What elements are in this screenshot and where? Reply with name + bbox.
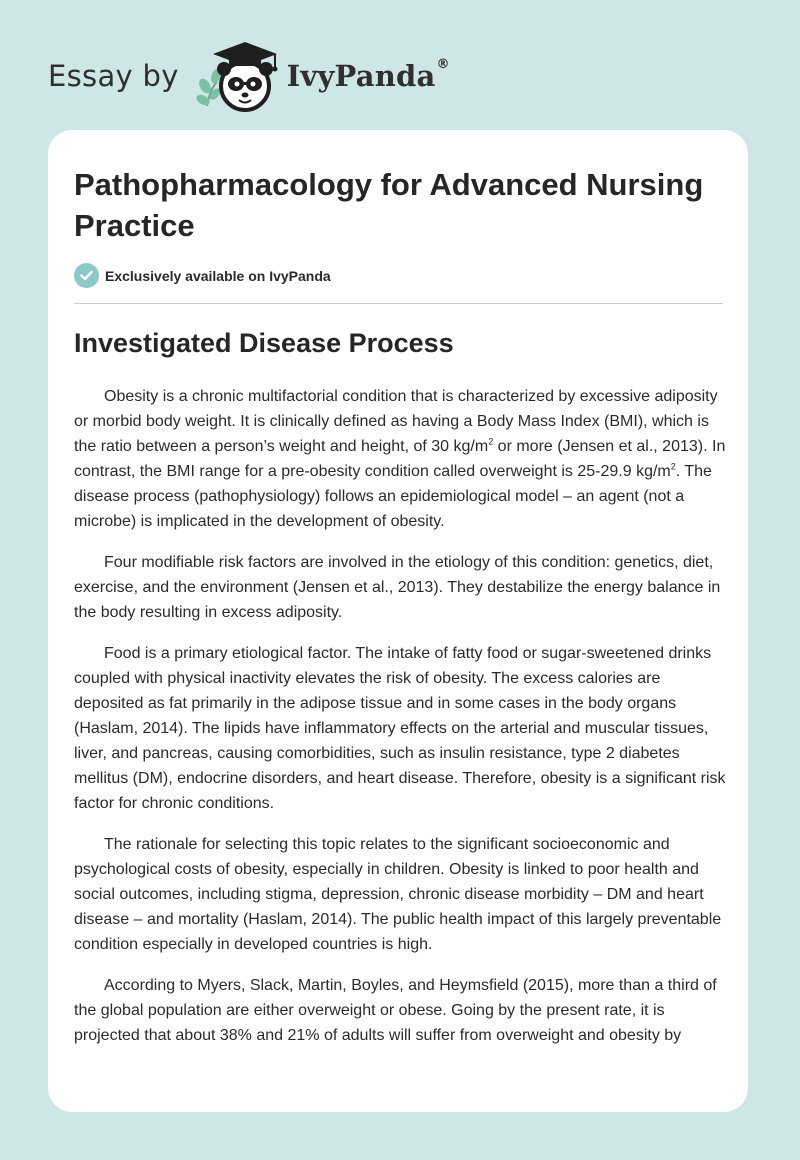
- paragraph-1-part-3: . The disease process (pathophysiology) follows an epidemiological model – an agent (not a microbe) is implicated in the development of obesity.: [74, 463, 712, 530]
- brand-registered-mark: ®: [436, 56, 450, 72]
- section-heading: Investigated Disease Process: [74, 328, 454, 358]
- exclusive-badge-text: Exclusively available on IvyPanda: [105, 267, 331, 284]
- paragraph-1: [74, 384, 726, 534]
- panda-graduate-logo-icon: [193, 36, 285, 116]
- essay-card: [48, 130, 748, 1112]
- brand-header: [48, 36, 450, 116]
- check-circle-icon: [74, 263, 99, 288]
- brand-name: IvyPanda: [286, 59, 436, 93]
- brand-prefix: Essay by: [48, 59, 179, 93]
- paragraph-4: The rationale for selecting this topic relates to the significant socioeconomic and psychological costs of obesity, especially in children. Obesity is linked to poor health and social outcomes, including stigma, depression, chronic disease morbidity – DM and heart disease – and mortality (Haslam, 2014). The public health impact of this largely preventable condition especially in developed countries is high.: [74, 836, 722, 953]
- superscript-squared: 2: [670, 461, 676, 472]
- paragraph-5: According to Myers, Slack, Martin, Boyles, and Heymsfield (2015), more than a third of the global population are either overweight or obese. Going by the present rate, it is projected that about 38% and 21% of adults will suffer from overweight and obesity by: [74, 977, 717, 1044]
- divider: [74, 303, 723, 304]
- essay-body: [74, 384, 726, 1064]
- superscript-squared: 2: [488, 436, 494, 447]
- paragraph-1-part-2: or more (Jensen et al., 2013). In contrast, the BMI range for a pre-obesity condition called overweight is 25-29.9 kg/m: [74, 438, 726, 480]
- paragraph-3: Food is a primary etiological factor. The intake of fatty food or sugar-sweetened drinks coupled with physical inactivity elevates the risk of obesity. The excess calories are deposited as fat primarily in the adipose tissue and in some cases in the body organs (Haslam, 2014). The lipids have inflammatory effects on the arterial and muscular tissues, liver, and pancreas, causing comorbidities, such as insulin resistance, type 2 diabetes mellitus (DM), endocrine disorders, and heart disease. Therefore, obesity is a significant risk factor for chronic conditions.: [74, 645, 726, 812]
- paragraph-2: Four modifiable risk factors are involved in the etiology of this condition: genetics, diet, exercise, and the environment (Jensen et al., 2013). They destabilize the energy balance in the body resulting in excess adiposity.: [74, 554, 721, 621]
- paragraph-1-part-1: Obesity is a chronic multifactorial condition that is characterized by excessive adiposity or morbid body weight. It is clinically defined as having a Body Mass Index (BMI), which is the ratio between a person’s weight and height, of 30 kg/m: [74, 388, 718, 455]
- exclusive-badge: [74, 263, 331, 288]
- page-title: Pathopharmacology for Advanced Nursing Practice: [74, 167, 704, 243]
